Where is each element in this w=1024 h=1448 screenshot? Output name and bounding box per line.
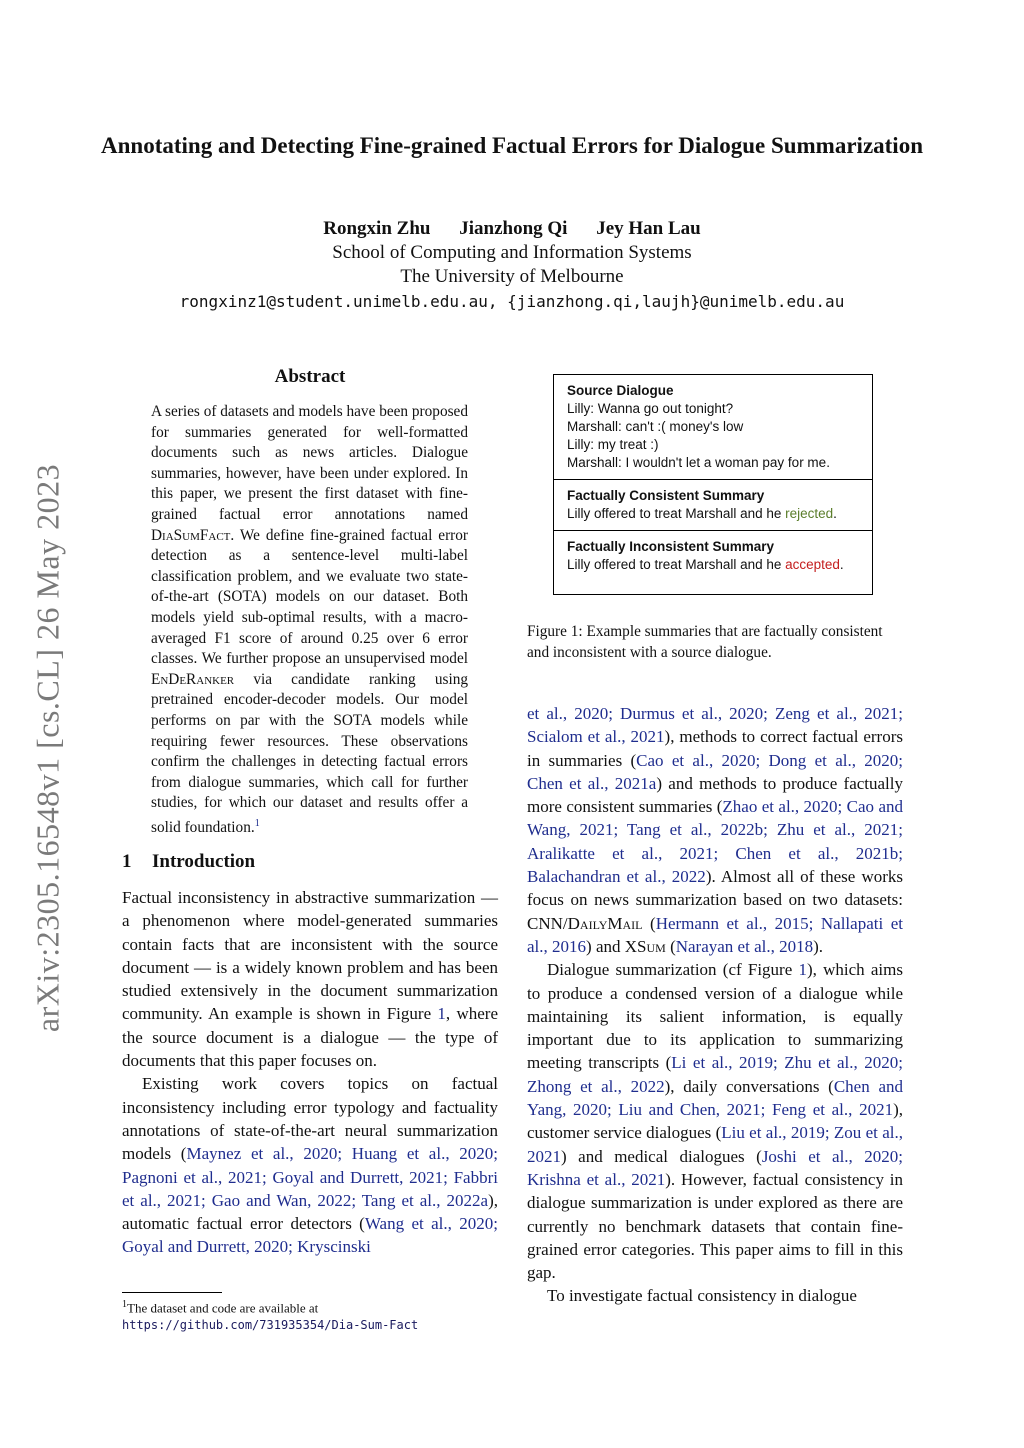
intro-right-column: et al., 2020; Durmus et al., 2020; Zeng et al., 2021; Scialom et al., 2021), methods to correct factual errors in summaries (Cao et al., 2020; Dong et al., 2020; Chen et al., 2021a) and methods to produce factually more consistent summaries (Zhao et al., 2020; Cao and Wang, 2021; Tang et al., 2022b; Zhu et al., 2021; Aralikatte et al., 2021; Chen et al., 2021b; Balachandran et al., 2022). Almost all of these works focus on news summarization based on two datasets: CNN/DailyMail (Hermann et al., 2015; Nallapati et al., 2016) and XSum (Narayan et al., 2018). Dialogue summarization (cf Figure 1), which aims to produce a condensed version of a dialogue while maintaining its salient information, is equally important due to its application to summarizing meeting transcripts (Li et al., 2019; Zhu et al., 2020; Zhong et al., 2022), daily conversations (Chen and Yang, 2020; Liu and Chen, 2021; Feng et al., 2021), customer service dialogues (Liu et al., 2019; Zou et al., 2021) and medical dialogues (Joshi et al., 2020; Krishna et al., 2021). However, factual consistency in dialogue summarization is under explored as there are currently no benchmark datasets that contain fine-grained error categories. This paper aims to fill in this gap. To investigate factual consistency in dialogue [527,704,904,1306]
figure-ref-link[interactable]: 1 [798,960,807,980]
footnote-divider [122,1292,222,1293]
footnote: $^1$The dataset and code are available at https://github.com/731935354/Dia-Sum-Fact [122,1299,419,1333]
figure-ref-link[interactable]: 1 [437,1004,446,1024]
citation-link[interactable]: Wang et al., 2020; Goyal and Durrett, 2020; Kryscinski [122,1214,498,1257]
abstract-heading: Abstract [274,366,346,387]
affiliation-school: School of Computing and Information Systems [332,242,692,263]
citation-link[interactable]: Narayan et al., 2018 [675,936,814,956]
author-list [100,218,924,240]
citation-link[interactable]: Joshi et al., 2020; Krishna et al., 2021 [527,1146,904,1189]
model-name: EnDeRanker [151,670,235,688]
dataset-name: DiaSumFact [151,526,231,544]
source-dialogue-panel [554,375,872,480]
inconsistent-summary-panel [554,531,872,581]
author: Jianzhong Qi [459,218,568,239]
citation-link[interactable]: Zhao et al., 2020; Cao and Wang, 2021; Tang et al., 2022b; Zhu et al., 2021; Aralikatte et al., 2021; Chen et al., 2021b; Balachandran et al., 2022 [527,797,903,887]
section-heading-introduction: 1 Introduction [122,851,256,872]
repository-link[interactable]: https://github.com/731935354/Dia-Sum-Fact [122,1318,419,1333]
inconsistent-summary-heading: Factually Inconsistent Summary [567,539,775,554]
dialogue-line: Marshall: I wouldn't let a woman pay for me. [567,455,830,470]
citation-link[interactable]: Hermann et al., 2015; Nallapati et al., 2016 [527,913,903,956]
citation-link[interactable]: Liu et al., 2019; Zou et al., 2021 [527,1123,903,1166]
citation-link[interactable]: Chen and Yang, 2020; Liu and Chen, 2021; Feng et al., 2021 [527,1076,904,1120]
inconsistent-summary-text: Lilly offered to treat Marshall and he accepted. [567,557,844,572]
figure-1-caption: Figure 1: Example summaries that are factually consistent and inconsistent with a source dialogue. [527,623,883,661]
consistent-summary-panel [554,480,872,531]
intro-left-column: Factual inconsistency in abstractive summarization — a phenomenon where model-generated summaries contain facts that are inconsistent with the source document — is a widely known problem and has been studied extensively in the document summarization community. An example is shown in Figure 1, where the source document is a dialogue — the type of documents that this paper focuses on. Existing work covers topics on factual inconsistency including error typology and factuality annotations of state-of-the-art neural summarization models (Maynez et al., 2020; Huang et al., 2020; Pagnoni et al., 2021; Goyal and Durrett, 2021; Fabbri et al., 2021; Gao and Wan, 2022; Tang et al., 2022a), automatic factual error detectors (Wang et al., 2020; Goyal and Durrett, 2020; Kryscinski [122,888,498,1257]
author: Jey Han Lau [596,218,701,239]
footnote-link[interactable]: 1 [254,817,260,829]
citation-link[interactable]: Li et al., 2019; Zhu et al., 2020; Zhong et al., 2022 [527,1053,903,1096]
consistent-summary-text: Lilly offered to treat Marshall and he rejected. [567,506,837,521]
paper-title: Annotating and Detecting Fine-grained Factual Errors for Dialogue Summarization [101,133,923,158]
inconsistent-highlight: accepted [785,557,840,572]
dialogue-line: Lilly: Wanna go out tonight? [567,401,734,416]
affiliation-university: The University of Melbourne [400,266,624,287]
source-dialogue-heading: Source Dialogue [567,383,674,398]
consistent-highlight: rejected [785,506,834,521]
citation-link[interactable]: et al., 2020; Durmus et al., 2020; Zeng et al., 2021; Scialom et al., 2021 [527,704,903,747]
dialogue-line: Marshall: can't :( money's low [567,419,744,434]
arxiv-identifier: arXiv:2305.16548v1 [cs.CL] 26 May 2023 [29,463,66,1033]
figure-1-box [553,374,873,595]
dialogue-line: Lilly: my treat :) [567,437,659,452]
author-emails: rongxinz1@student.unimelb.edu.au, {jianzhong.qi,laujh}@unimelb.edu.au [179,292,845,311]
citation-link[interactable]: Cao et al., 2020; Dong et al., 2020; Chen et al., 2021a [527,750,903,793]
author: Rongxin Zhu [323,218,431,239]
citation-link[interactable]: Maynez et al., 2020; Huang et al., 2020; Pagnoni et al., 2021; Goyal and Durrett, 2021; Fabbri et al., 2021; Gao and Wan, 2022; Tang et al., 2022a [122,1144,498,1210]
consistent-summary-heading: Factually Consistent Summary [567,488,765,503]
abstract-body: A series of datasets and models have been proposed for summaries generated for well-formatted documents such as news articles. Dialogue summaries, however, have been under explored. In this paper, we present the first dataset with fine-grained factual error annotations named DiaSumFact. We define fine-grained factual error detection as a sentence-level multi-label classification problem, and we evaluate two state-of-the-art (SOTA) models on our dataset. Both models yield sub-optimal results, with a macro-averaged F1 score of around 0.25 over 6 error classes. We further propose an unsupervised model EnDeRanker via candidate ranking using pretrained encoder-decoder models. Our model performs on par with the SOTA models while requiring fewer resources. These observations confirm the challenges in detecting factual errors from dialogue summaries, which call for further studies, for which our dataset and results offer a solid foundation.$^1$ [151,403,468,836]
